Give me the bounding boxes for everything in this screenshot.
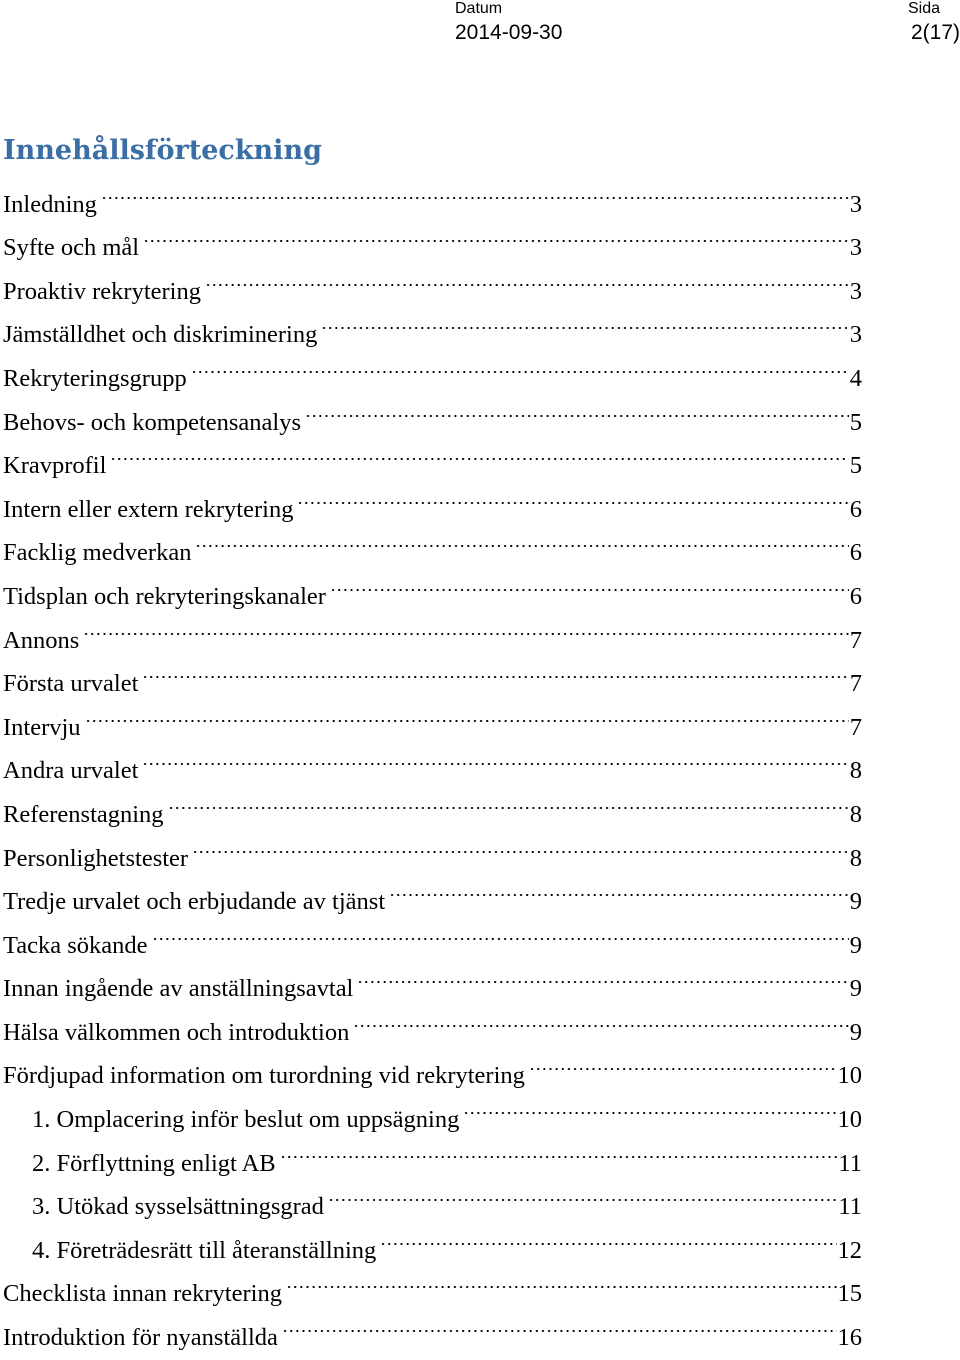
toc-entry-title: Syfte och mål bbox=[3, 234, 140, 262]
toc-entry-page-number: 10 bbox=[837, 1062, 862, 1090]
toc-entry-page-number: 3 bbox=[849, 234, 862, 262]
toc-entry[interactable] bbox=[0, 430, 862, 480]
dot-leader bbox=[202, 255, 849, 299]
toc-entry-title: Innan ingående av anställningsavtal bbox=[3, 975, 354, 1003]
toc-entry-title: Inledning bbox=[3, 190, 97, 218]
toc-entry[interactable] bbox=[0, 691, 862, 741]
toc-entry-title: Facklig medverkan bbox=[3, 539, 192, 567]
toc-entry-page-number: 3 bbox=[849, 277, 862, 305]
toc-entry-page-number: 5 bbox=[849, 408, 862, 436]
toc-entry-page-number: 9 bbox=[849, 975, 862, 1003]
page-value: 2(17) bbox=[910, 21, 960, 44]
toc-entry-page-number: 7 bbox=[849, 670, 862, 698]
dot-leader bbox=[139, 735, 848, 779]
dot-leader bbox=[377, 1214, 836, 1258]
toc-entry-page-number: 7 bbox=[849, 626, 862, 654]
page-label: Sida bbox=[907, 0, 940, 17]
toc-entry-page-number: 3 bbox=[849, 321, 862, 349]
toc-entry-title: Personlighetstester bbox=[3, 844, 189, 872]
toc-entry-title: Kravprofil bbox=[3, 452, 107, 480]
dot-leader bbox=[354, 953, 848, 997]
toc-entry[interactable] bbox=[0, 473, 862, 523]
toc-entry-page-number: 11 bbox=[838, 1193, 862, 1221]
toc-entry-title: Proaktiv rekrytering bbox=[3, 277, 201, 305]
dot-leader bbox=[192, 517, 848, 561]
toc-entry[interactable] bbox=[0, 648, 862, 698]
toc-entry-title: 4. Företrädesrätt till återanställning bbox=[32, 1236, 377, 1264]
toc-entry-page-number: 9 bbox=[849, 1018, 862, 1046]
toc-entry-title: 3. Utökad sysselsättningsgrad bbox=[32, 1193, 324, 1221]
toc-entry-title: Behovs- och kompetensanalys bbox=[3, 408, 302, 436]
toc-entry-title: Fördjupad information om turordning vid rekrytering bbox=[3, 1062, 525, 1090]
dot-leader bbox=[277, 1127, 838, 1171]
dot-leader bbox=[107, 430, 848, 474]
toc-entry-title: Andra urvalet bbox=[3, 757, 139, 785]
date-value: 2014-09-30 bbox=[455, 21, 563, 44]
dot-leader bbox=[189, 822, 849, 866]
toc-entry-title: Första urvalet bbox=[3, 670, 139, 698]
toc-entry[interactable] bbox=[0, 604, 862, 654]
dot-leader bbox=[98, 168, 849, 212]
dot-leader bbox=[140, 212, 849, 256]
header-page-number bbox=[908, 0, 960, 46]
dot-leader bbox=[302, 386, 849, 430]
toc-entry-page-number: 6 bbox=[849, 582, 862, 610]
toc-entry-page-number: 6 bbox=[849, 495, 862, 523]
toc-entry-page-number: 9 bbox=[849, 931, 862, 959]
header-date bbox=[455, 0, 562, 46]
toc-entry-page-number: 3 bbox=[849, 190, 862, 218]
toc-entry-title: Referenstagning bbox=[3, 800, 164, 828]
toc-entry-page-number: 11 bbox=[838, 1149, 862, 1177]
dot-leader bbox=[318, 299, 848, 343]
toc-entry[interactable] bbox=[0, 735, 862, 785]
dot-leader bbox=[80, 604, 849, 648]
toc-entry-title: Hälsa välkommen och introduktion bbox=[3, 1018, 350, 1046]
dot-leader bbox=[188, 342, 849, 386]
toc-entry-page-number: 6 bbox=[849, 539, 862, 567]
toc-entry-title: Checklista innan rekrytering bbox=[3, 1280, 282, 1308]
toc-entry[interactable] bbox=[0, 212, 862, 262]
toc-entry-title: Rekryteringsgrupp bbox=[3, 364, 187, 392]
toc-entry-title: 1. Omplacering inför beslut om uppsägning bbox=[32, 1106, 460, 1134]
dot-leader bbox=[279, 1301, 837, 1345]
toc-entry-title: Jämställdhet och diskriminering bbox=[3, 321, 318, 349]
dot-leader bbox=[350, 996, 848, 1040]
dot-leader bbox=[327, 560, 849, 604]
toc-entry-page-number: 5 bbox=[849, 452, 862, 480]
toc-entry-page-number: 10 bbox=[837, 1106, 862, 1134]
dot-leader bbox=[139, 648, 848, 692]
toc-entry-title: Tidsplan och rekryteringskanaler bbox=[3, 582, 326, 610]
toc-entry-page-number: 8 bbox=[849, 844, 862, 872]
toc-entry-page-number: 8 bbox=[849, 757, 862, 785]
dot-leader bbox=[386, 866, 849, 910]
date-label: Datum bbox=[455, 0, 503, 17]
toc-entry-page-number: 4 bbox=[849, 364, 862, 392]
dot-leader bbox=[526, 1040, 837, 1084]
toc-entry-title: 2. Förflyttning enligt AB bbox=[32, 1149, 276, 1177]
dot-leader bbox=[294, 473, 848, 517]
dot-leader bbox=[165, 778, 849, 822]
toc-entry-page-number: 12 bbox=[837, 1236, 862, 1264]
toc-entry-title: Intervju bbox=[3, 713, 81, 741]
dot-leader bbox=[283, 1258, 837, 1302]
toc-entry-title: Annons bbox=[3, 626, 80, 654]
toc-entry-page-number: 7 bbox=[849, 713, 862, 741]
dot-leader bbox=[149, 909, 849, 953]
dot-leader bbox=[325, 1171, 837, 1215]
dot-leader bbox=[460, 1083, 836, 1127]
toc-entry[interactable] bbox=[0, 168, 862, 218]
toc-entry-title: Introduktion för nyanställda bbox=[3, 1324, 278, 1352]
toc-entry-title: Tredje urvalet och erbjudande av tjänst bbox=[3, 888, 386, 916]
toc-entry-title: Tacka sökande bbox=[3, 931, 148, 959]
toc-entry-page-number: 16 bbox=[837, 1324, 862, 1352]
dot-leader bbox=[82, 691, 849, 735]
toc-title: Innehållsförteckning bbox=[3, 135, 322, 166]
toc-entry-page-number: 8 bbox=[849, 800, 862, 828]
table-of-contents bbox=[0, 168, 862, 1352]
toc-entry-page-number: 9 bbox=[849, 888, 862, 916]
toc-entry-title: Intern eller extern rekrytering bbox=[3, 495, 294, 523]
toc-entry-page-number: 15 bbox=[837, 1280, 862, 1308]
